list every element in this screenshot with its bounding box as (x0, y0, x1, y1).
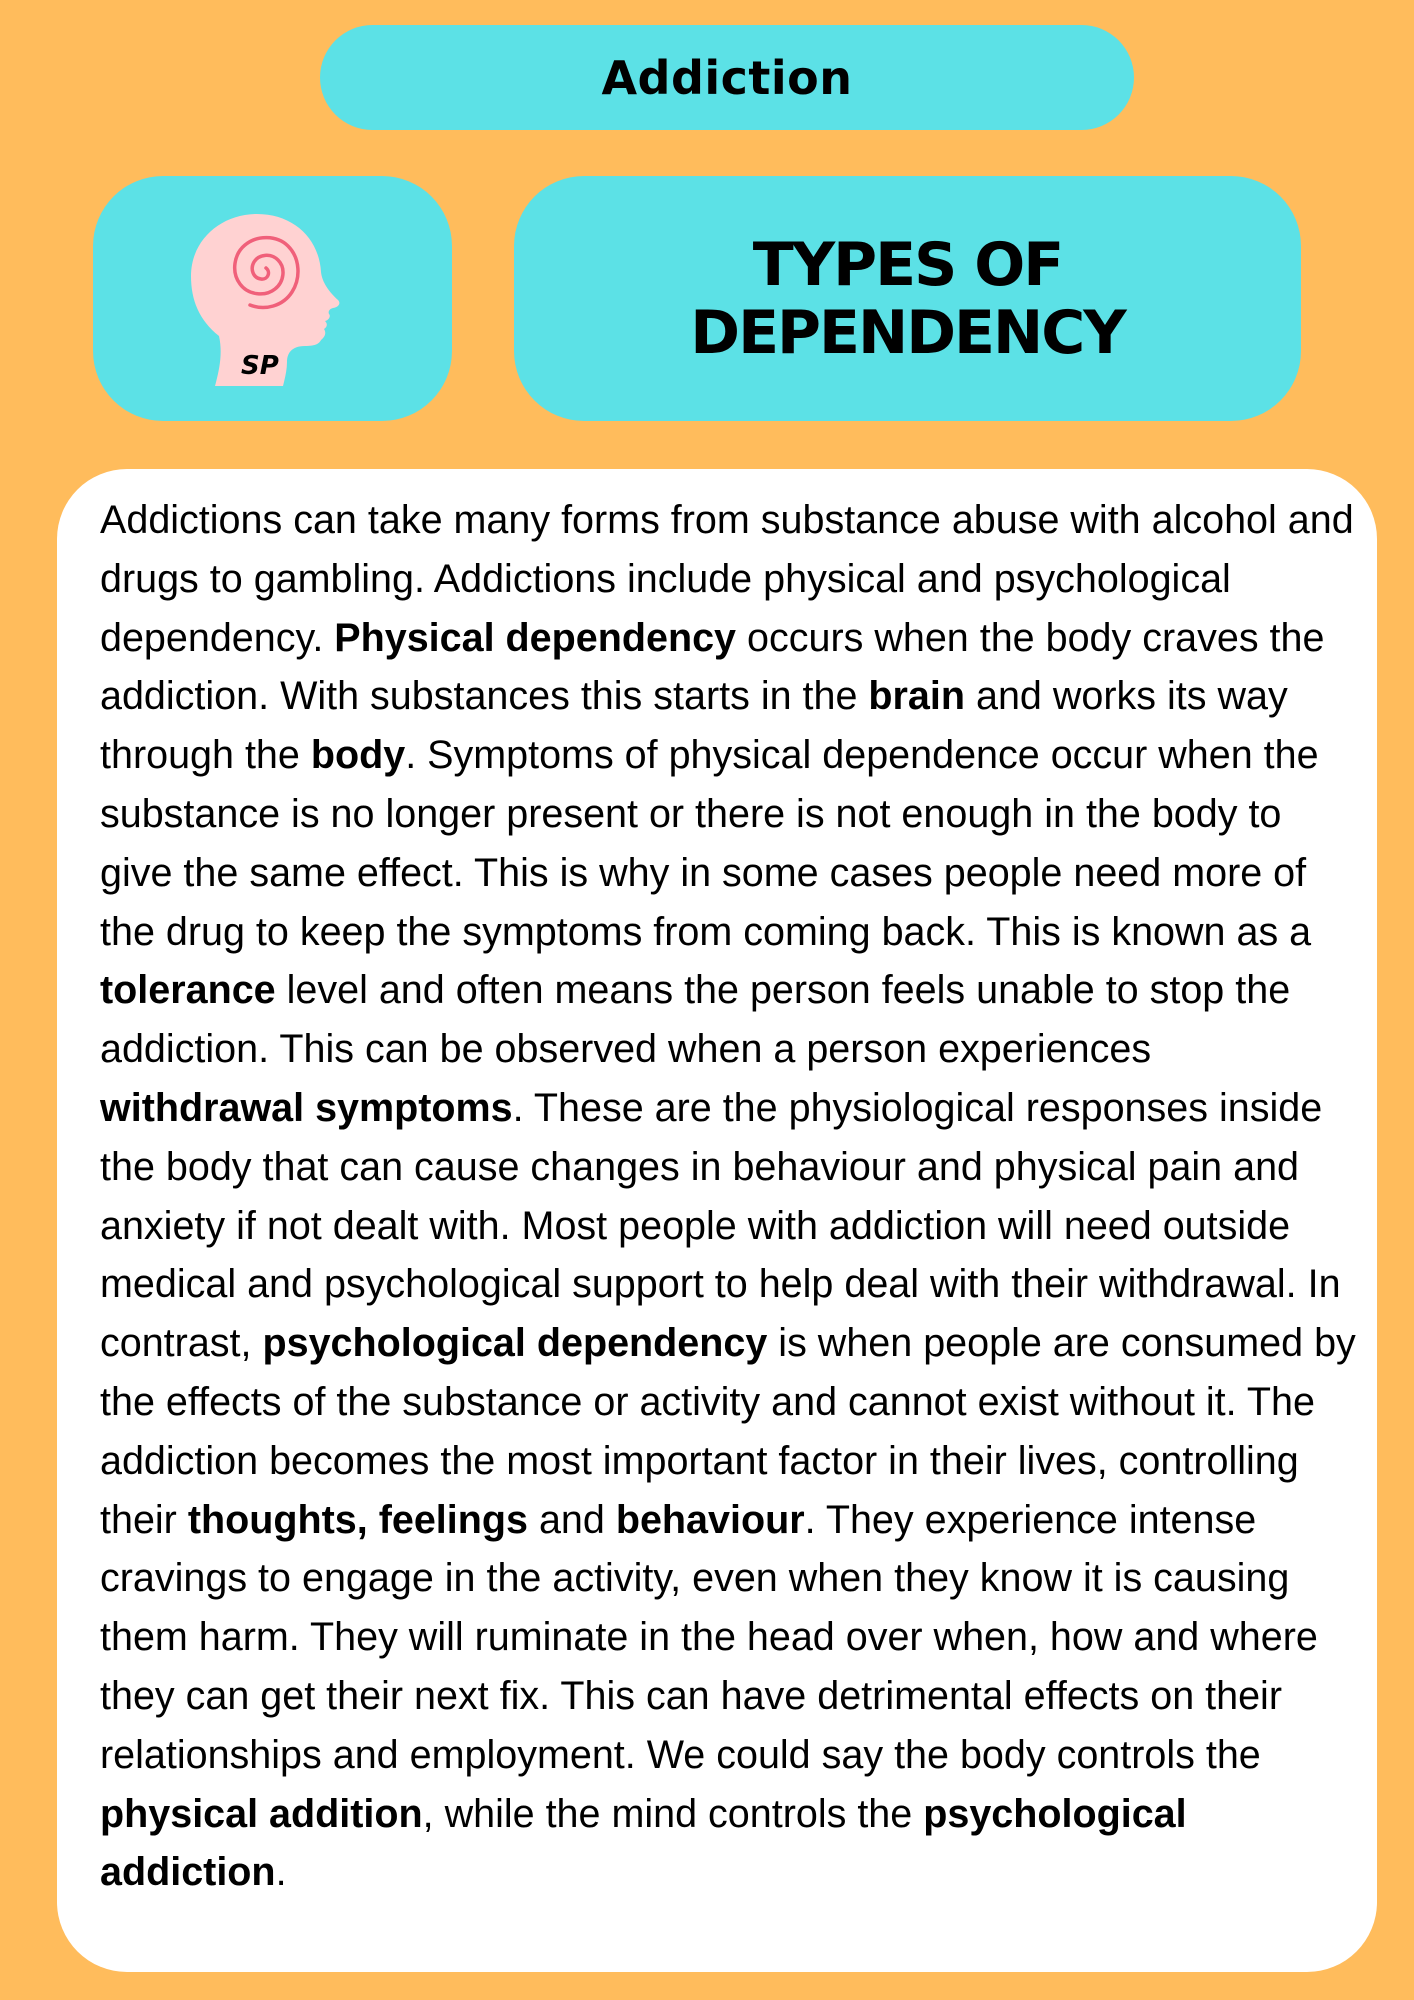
body-text: level and often means the person feels unable to stop the addiction. This can be observed when a person experiences (100, 968, 1291, 1072)
body-text: , while the mind controls the (422, 1791, 924, 1836)
key-term: Physical dependency (334, 615, 737, 660)
body-text: Addictions can take many forms from substance abuse with alcohol and drugs to gambling. Addictions include physical and psychological dependency. (100, 498, 1354, 660)
key-term: body (310, 733, 406, 778)
title-banner (320, 25, 1134, 130)
key-term: psychological dependency (262, 1321, 768, 1366)
key-term: brain (868, 674, 965, 719)
body-paragraph (100, 491, 1357, 1902)
heading-line-1: TYPES OF (752, 229, 1063, 300)
key-term: withdrawal symptoms (100, 1085, 513, 1130)
body-text: . These are the physiological responses inside the body that can cause changes in behaviour and physical pain and anxiety if not dealt with. Most people with addiction will need outside medical and psychological support to help deal with their withdrawal. In contrast, (100, 1085, 1341, 1366)
page-title: Addiction (601, 50, 853, 105)
content-card (57, 469, 1377, 1972)
body-text: . They experience intense cravings to engage in the activity, even when they know it is causing them harm. They will ruminate in the head over when, how and where they can get their next fix. This can have detrimental effects on their relationships and employment. We could say the body controls the (100, 1497, 1318, 1777)
head-spiral-icon (93, 176, 452, 421)
heading-panel (514, 176, 1301, 421)
logo-initials: SP (241, 351, 279, 381)
key-term: psychological addiction (100, 1791, 1187, 1895)
section-heading (628, 231, 1188, 367)
key-term: tolerance (100, 968, 276, 1013)
key-term: physical addition (100, 1791, 423, 1836)
body-text: is when people are consumed by the effects of the substance or activity and cannot exist without it. The addiction becomes the most important factor in their lives, controlling their (100, 1321, 1356, 1542)
key-term: thoughts, feelings (187, 1497, 528, 1542)
key-term: behaviour (615, 1497, 805, 1542)
body-text: occurs when the body craves the addiction. With substances this starts in the (100, 615, 1325, 719)
body-text: . (275, 1850, 287, 1895)
heading-line-2: DEPENDENCY (690, 297, 1125, 368)
logo-panel (93, 176, 452, 421)
body-text: and works its way through the (100, 674, 1288, 778)
body-text: . Symptoms of physical dependence occur when the substance is no longer present or there is not enough in the body to give the same effect. This is why in some cases people need more of the drug to keep the symptoms from coming back. This is known as a (100, 733, 1319, 954)
body-text: and (527, 1497, 616, 1542)
